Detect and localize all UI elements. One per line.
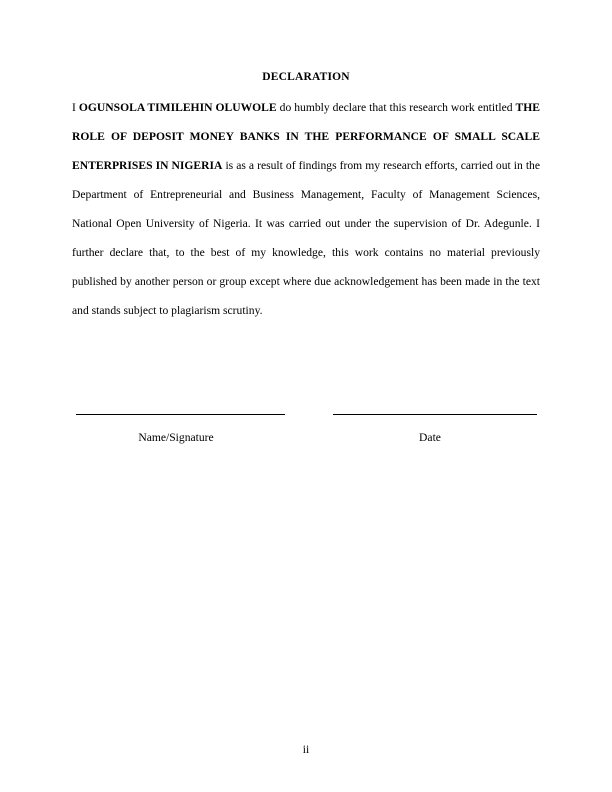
date-line xyxy=(333,414,537,415)
page-title: DECLARATION xyxy=(262,71,350,83)
research-title: THE ROLE OF DEPOSIT MONEY BANKS IN THE PERFORMANCE OF SMALL SCALE ENTERPRISES IN NIGERIA xyxy=(72,101,540,172)
paragraph-middle: do humbly declare that this research work entitled xyxy=(276,101,516,114)
author-name: OGUNSOLA TIMILEHIN OLUWOLE xyxy=(78,101,277,114)
declaration-paragraph xyxy=(72,93,540,325)
name-signature-label: Name/Signature xyxy=(138,431,214,444)
paragraph-prefix: I xyxy=(72,101,79,114)
page-number: ii xyxy=(302,743,310,756)
date-label: Date xyxy=(419,431,441,444)
signature-line xyxy=(76,414,285,415)
paragraph-suffix: is as a result of findings from my research efforts, carried out in the Department of Entrepreneurial and Business Management, Faculty of Management Sciences, National Open University of Nigeria. It was carried out under the supervision of Dr. Adegunle. I further declare that, to the best of my knowledge, this work contains no material previously published by another person or group except where due acknowledgement has been made in the text and stands subject to plagiarism scrutiny. xyxy=(72,159,540,317)
